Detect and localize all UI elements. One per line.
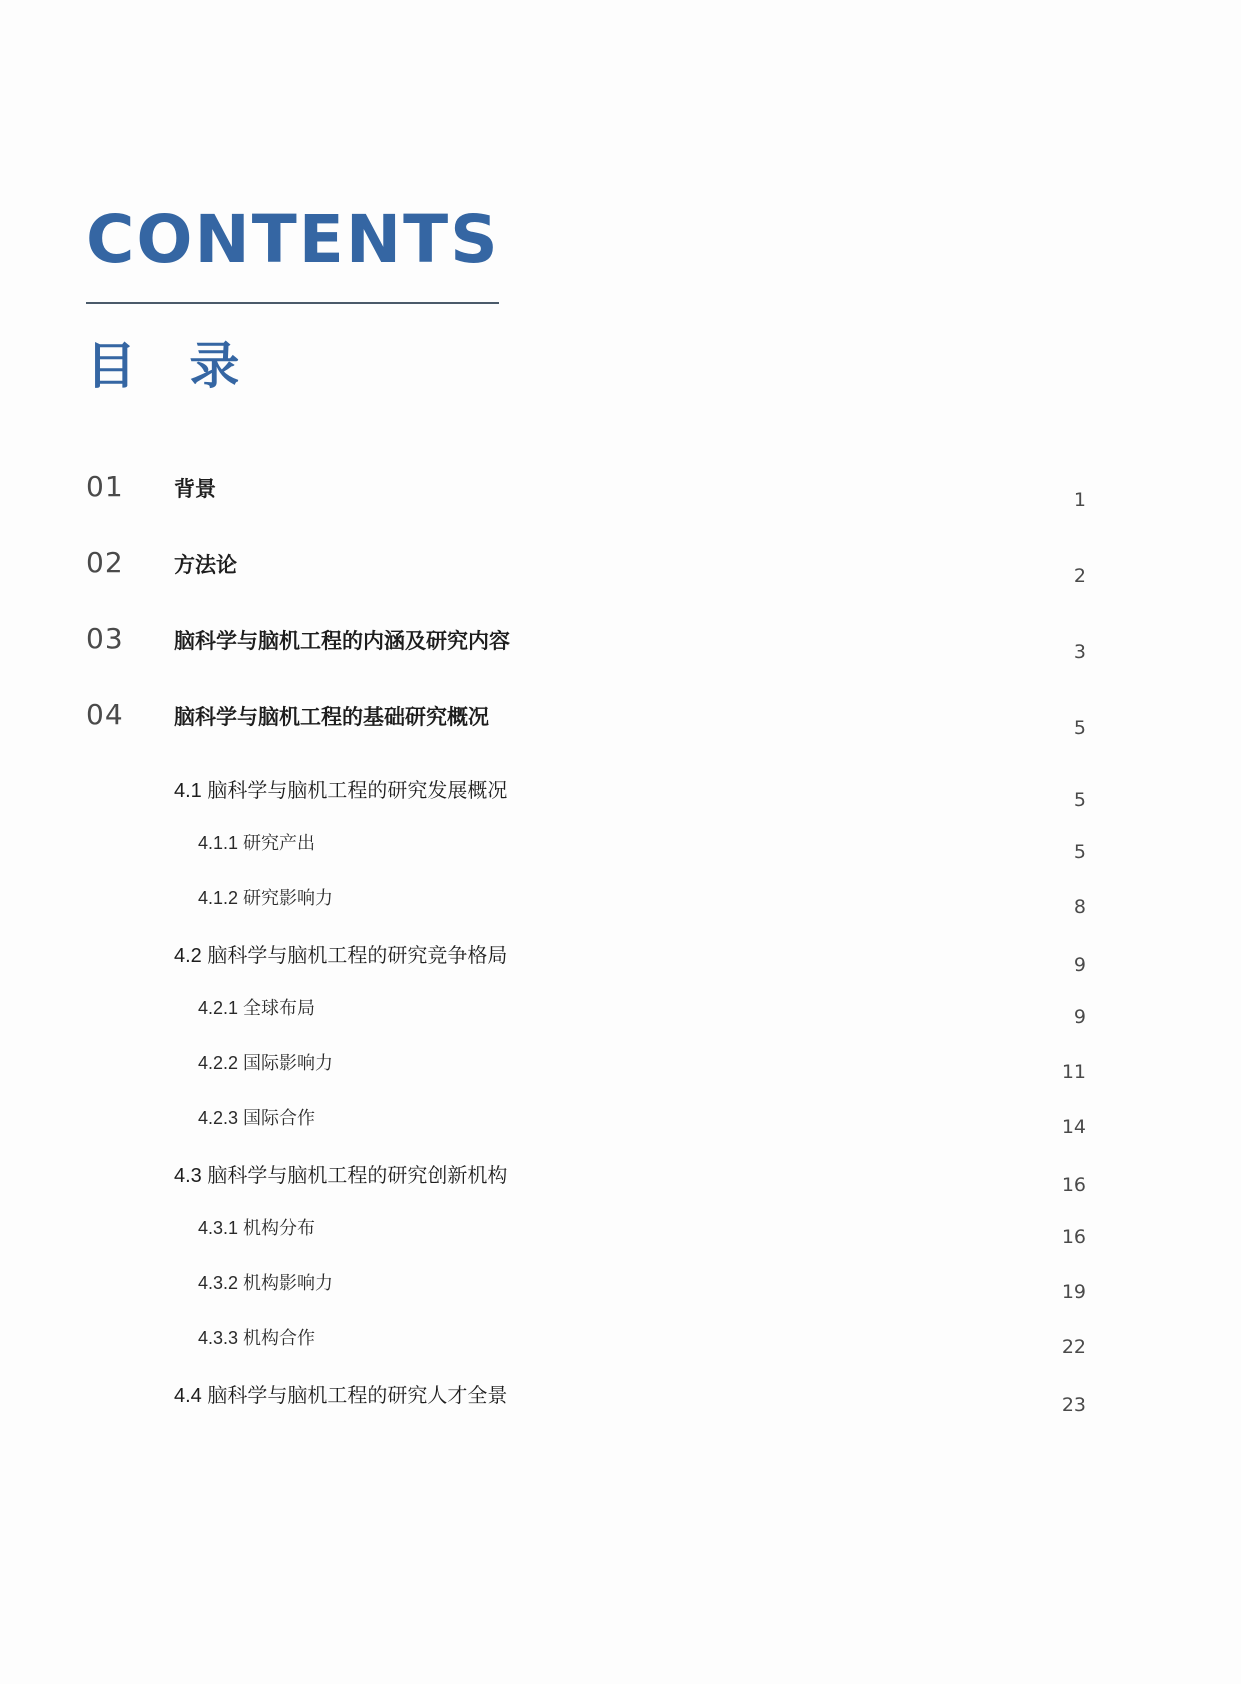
toc-entry[interactable] [86, 1214, 1086, 1269]
toc-entry-label[interactable]: 4.2.3 国际合作 [198, 1108, 316, 1128]
toc-entry-label[interactable]: 4.1.2 研究影响力 [198, 888, 334, 908]
toc-entry-page-number: 2 [1073, 565, 1086, 587]
toc-entry-page-number: 9 [1073, 1006, 1086, 1028]
toc-entry-label[interactable]: 4.3.1 机构分布 [198, 1218, 316, 1238]
toc-entry-label[interactable]: 4.2.1 全球布局 [198, 998, 316, 1018]
page-title-en: CONTENTS [86, 201, 500, 278]
toc-entry[interactable] [86, 470, 1086, 546]
toc-entry[interactable] [86, 1159, 1086, 1214]
toc-entry[interactable] [86, 1104, 1086, 1159]
toc-entry[interactable] [86, 698, 1086, 774]
toc-entry[interactable] [86, 994, 1086, 1049]
toc-entry[interactable] [86, 546, 1086, 622]
toc-entry[interactable] [86, 774, 1086, 829]
toc-entry-label[interactable]: 方法论 [174, 554, 237, 577]
toc-entry[interactable] [86, 829, 1086, 884]
toc-entry-label[interactable]: 脑科学与脑机工程的基础研究概况 [174, 706, 489, 729]
toc-entry-number: 01 [86, 470, 124, 503]
toc-entry-page-number: 22 [1061, 1336, 1086, 1358]
title-divider [86, 302, 499, 304]
table-of-contents [86, 470, 1086, 1434]
toc-entry-page-number: 19 [1061, 1281, 1086, 1303]
toc-entry-label[interactable]: 4.1 脑科学与脑机工程的研究发展概况 [174, 780, 508, 802]
toc-entry[interactable] [86, 1269, 1086, 1324]
toc-entry[interactable] [86, 622, 1086, 698]
toc-entry-number: 04 [86, 698, 124, 731]
page-title-cn: 目 录 [86, 337, 258, 396]
toc-entry-page-number: 9 [1073, 954, 1086, 976]
toc-entry-page-number: 5 [1073, 717, 1086, 739]
toc-entry[interactable] [86, 1049, 1086, 1104]
toc-entry[interactable] [86, 1379, 1086, 1434]
toc-entry-page-number: 16 [1061, 1174, 1086, 1196]
toc-entry-number: 03 [86, 622, 124, 655]
toc-entry-page-number: 5 [1073, 789, 1086, 811]
toc-entry[interactable] [86, 939, 1086, 994]
toc-entry-label[interactable]: 4.2.2 国际影响力 [198, 1053, 334, 1073]
toc-entry-label[interactable]: 4.4 脑科学与脑机工程的研究人才全景 [174, 1385, 508, 1407]
toc-entry-page-number: 14 [1061, 1116, 1086, 1138]
toc-entry-label[interactable]: 4.3 脑科学与脑机工程的研究创新机构 [174, 1165, 508, 1187]
toc-header [86, 201, 686, 398]
toc-entry[interactable] [86, 1324, 1086, 1379]
toc-entry-page-number: 8 [1073, 896, 1086, 918]
toc-entry-page-number: 5 [1073, 841, 1086, 863]
toc-entry[interactable] [86, 884, 1086, 939]
toc-entry-label[interactable]: 4.1.1 研究产出 [198, 833, 316, 853]
toc-entry-label[interactable]: 脑科学与脑机工程的内涵及研究内容 [174, 630, 510, 653]
toc-entry-label[interactable]: 4.2 脑科学与脑机工程的研究竞争格局 [174, 945, 508, 967]
toc-entry-label[interactable]: 4.3.2 机构影响力 [198, 1273, 334, 1293]
toc-entry-page-number: 23 [1061, 1394, 1086, 1416]
toc-entry-label[interactable]: 4.3.3 机构合作 [198, 1328, 316, 1348]
toc-entry-number: 02 [86, 546, 124, 579]
toc-entry-page-number: 3 [1073, 641, 1086, 663]
toc-entry-page-number: 11 [1061, 1061, 1086, 1083]
toc-entry-page-number: 1 [1073, 489, 1086, 511]
toc-entry-label[interactable]: 背景 [174, 478, 216, 501]
toc-entry-page-number: 16 [1061, 1226, 1086, 1248]
